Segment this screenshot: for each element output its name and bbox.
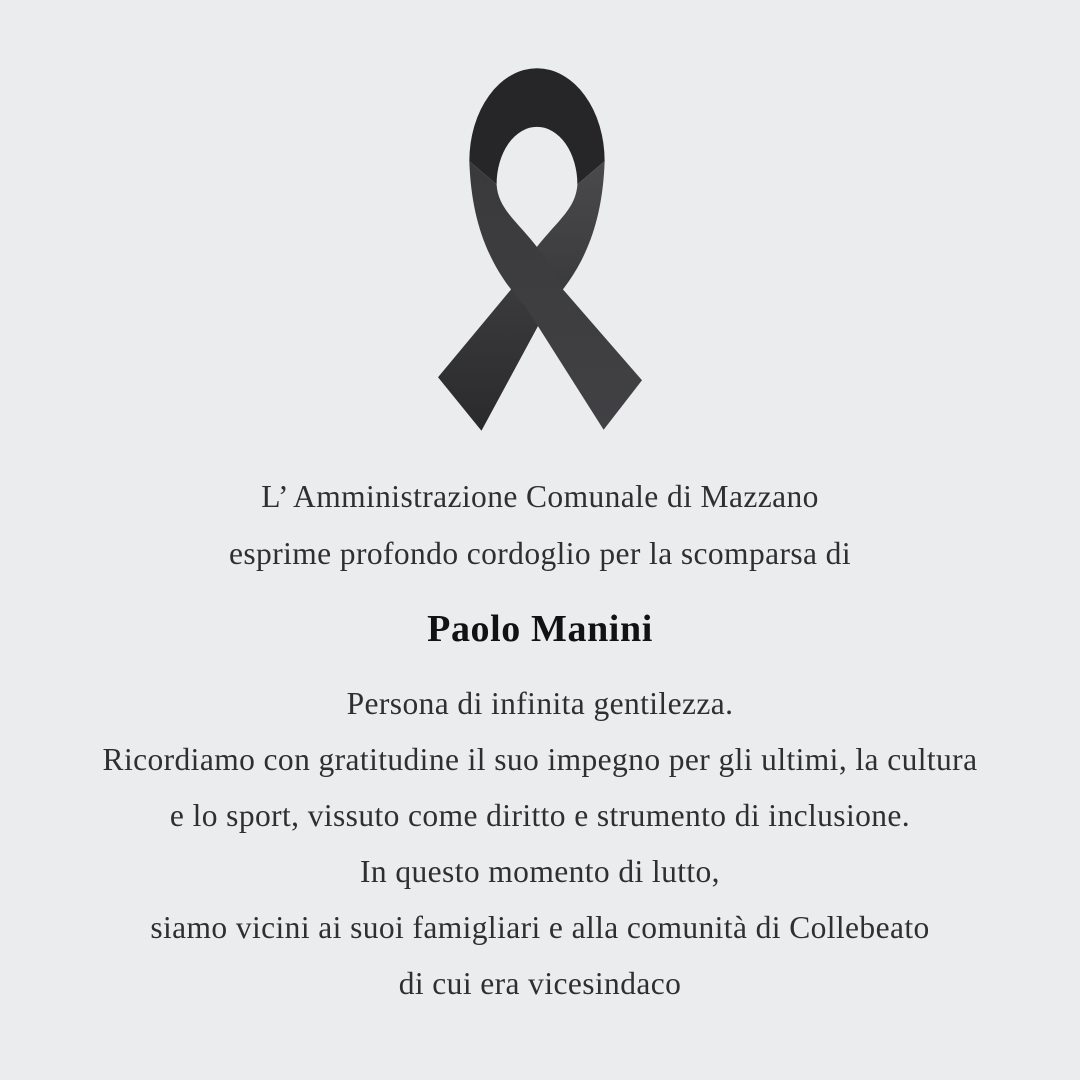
body-line: siamo vicini ai suoi famigliari e alla comunità di Collebeato — [150, 910, 930, 945]
header-line: esprime profondo cordoglio per la scomparsa di — [229, 536, 851, 571]
body-line: In questo momento di lutto, — [360, 854, 720, 889]
header-line: L’ Amministrazione Comunale di Mazzano — [261, 479, 819, 514]
body-line: e lo sport, vissuto come diritto e strumento di inclusione. — [169, 798, 911, 833]
memorial-text — [0, 468, 1080, 1012]
body-line: Ricordiamo con gratitudine il suo impegno per gli ultimi, la cultura — [102, 742, 978, 777]
body-line: Persona di infinita gentilezza. — [346, 686, 734, 721]
deceased-name: Paolo Manini — [427, 608, 653, 650]
body-line: di cui era vicesindaco — [398, 966, 682, 1001]
ribbon-loop-arch — [469, 68, 604, 184]
mourning-ribbon-icon — [436, 64, 642, 434]
tribute-paragraph — [0, 676, 1080, 1012]
